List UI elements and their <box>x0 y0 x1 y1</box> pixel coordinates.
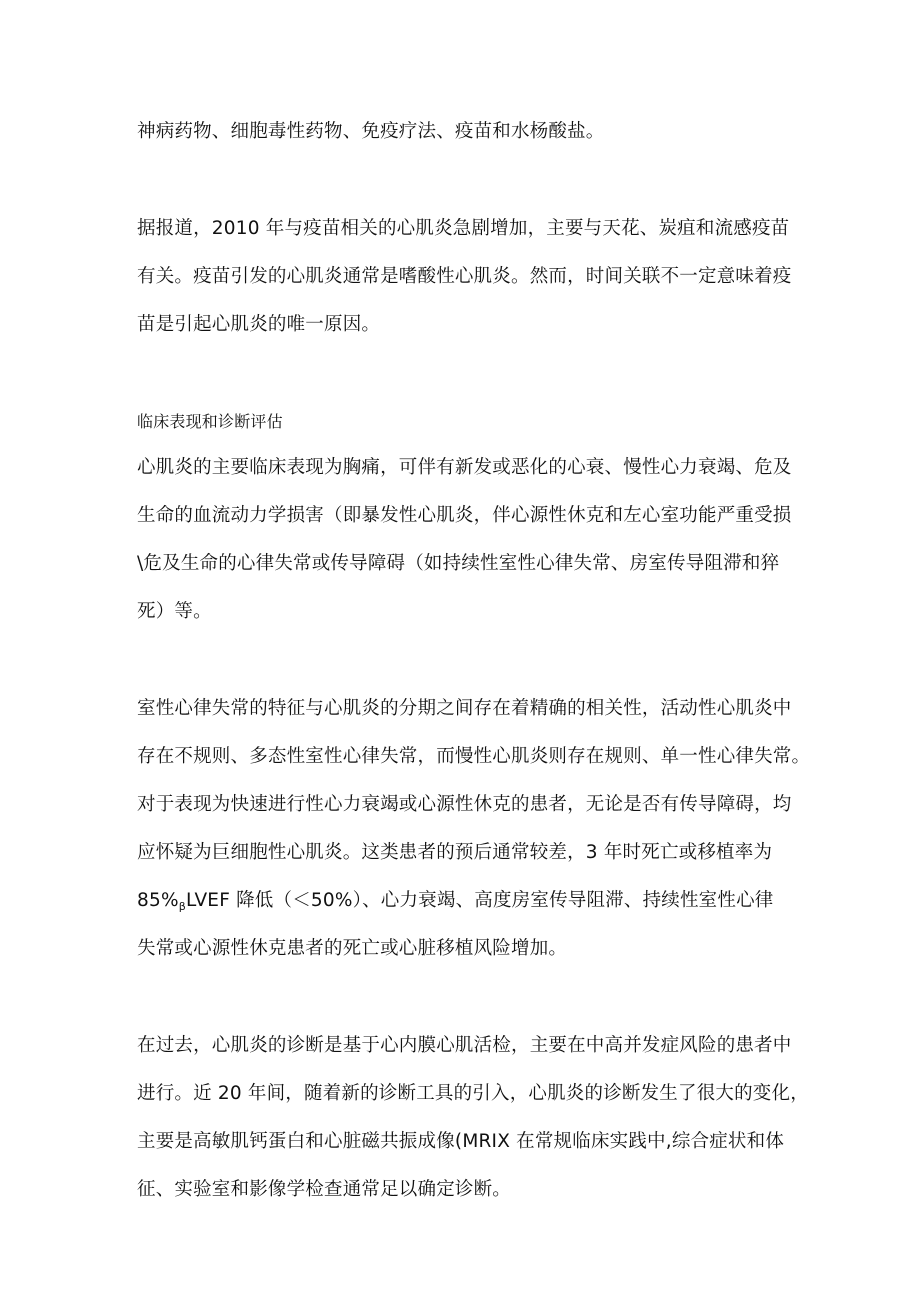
paragraph-4-line-2: 存在不规则、多态性室性心律失常，而慢性心肌炎则存在规则、单一性心律失常。 <box>137 746 811 767</box>
paragraph-1-line-1: 神病药物、细胞毒性药物、免疫疗法、疫苗和水杨酸盐。 <box>137 121 605 142</box>
paragraph-5-line-4: 征、实验室和影像学检查通常足以确定诊断。 <box>137 1179 512 1200</box>
paragraph-3-line-2: 生命的血流动力学损害（即暴发性心肌炎，伴心源性休克和左心室功能严重受损 <box>137 505 792 526</box>
paragraph-3-line-3: \危及生命的心律失常或传导障碍（如持续性室性心律失常、房室传导阻滞和猝 <box>137 553 780 574</box>
section-heading: 临床表现和诊断评估 <box>137 412 283 431</box>
paragraph-2-line-1: 据报道，2010 年与疫苗相关的心肌炎急剧增加，主要与天花、炭疽和流感疫苗 <box>137 218 790 239</box>
paragraph-5-line-1: 在过去，心肌炎的诊断是基于心内膜心肌活检，主要在中高并发症风险的患者中 <box>137 1035 792 1056</box>
paragraph-2-line-2: 有关。疫苗引发的心肌炎通常是嗜酸性心肌炎。然而，时间关联不一定意味着疫 <box>137 266 792 287</box>
paragraph-4-line-1: 室性心律失常的特征与心肌炎的分期之间存在着精确的相关性，活动性心肌炎中 <box>137 698 792 719</box>
paragraph-4-line-5 <box>137 889 773 919</box>
paragraph-4-line-6: 失常或心源性休克患者的死亡或心脏移植风险增加。 <box>137 938 568 959</box>
paragraph-5-line-3: 主要是高敏肌钙蛋白和心脏磁共振成像(MRIX 在常规临床实践中,综合症状和体 <box>137 1131 785 1152</box>
paragraph-4-line-4: 应怀疑为巨细胞性心肌炎。这类患者的预后通常较差，3 年时死亡或移植率为 <box>137 842 773 863</box>
paragraph-4-line-5-text: LVEF 降低（＜50%）、心力衰竭、高度房室传导阻滞、持续性室性心律 <box>185 890 774 911</box>
paragraph-2-line-3: 苗是引起心肌炎的唯一原因。 <box>137 314 381 335</box>
paragraph-3-line-1: 心肌炎的主要临床表现为胸痛，可伴有新发或恶化的心衰、慢性心力衰竭、危及 <box>137 457 792 478</box>
paragraph-3-line-4: 死）等。 <box>137 601 212 622</box>
percentage-value: 85% <box>137 890 179 911</box>
paragraph-4-line-3: 对于表现为快速进行性心力衰竭或心源性休克的患者，无论是否有传导障碍，均 <box>137 794 792 815</box>
paragraph-5-line-2: 进行。近 20 年间，随着新的诊断工具的引入，心肌炎的诊断发生了很大的变化， <box>137 1083 809 1104</box>
beta-subscript: β <box>178 900 186 913</box>
